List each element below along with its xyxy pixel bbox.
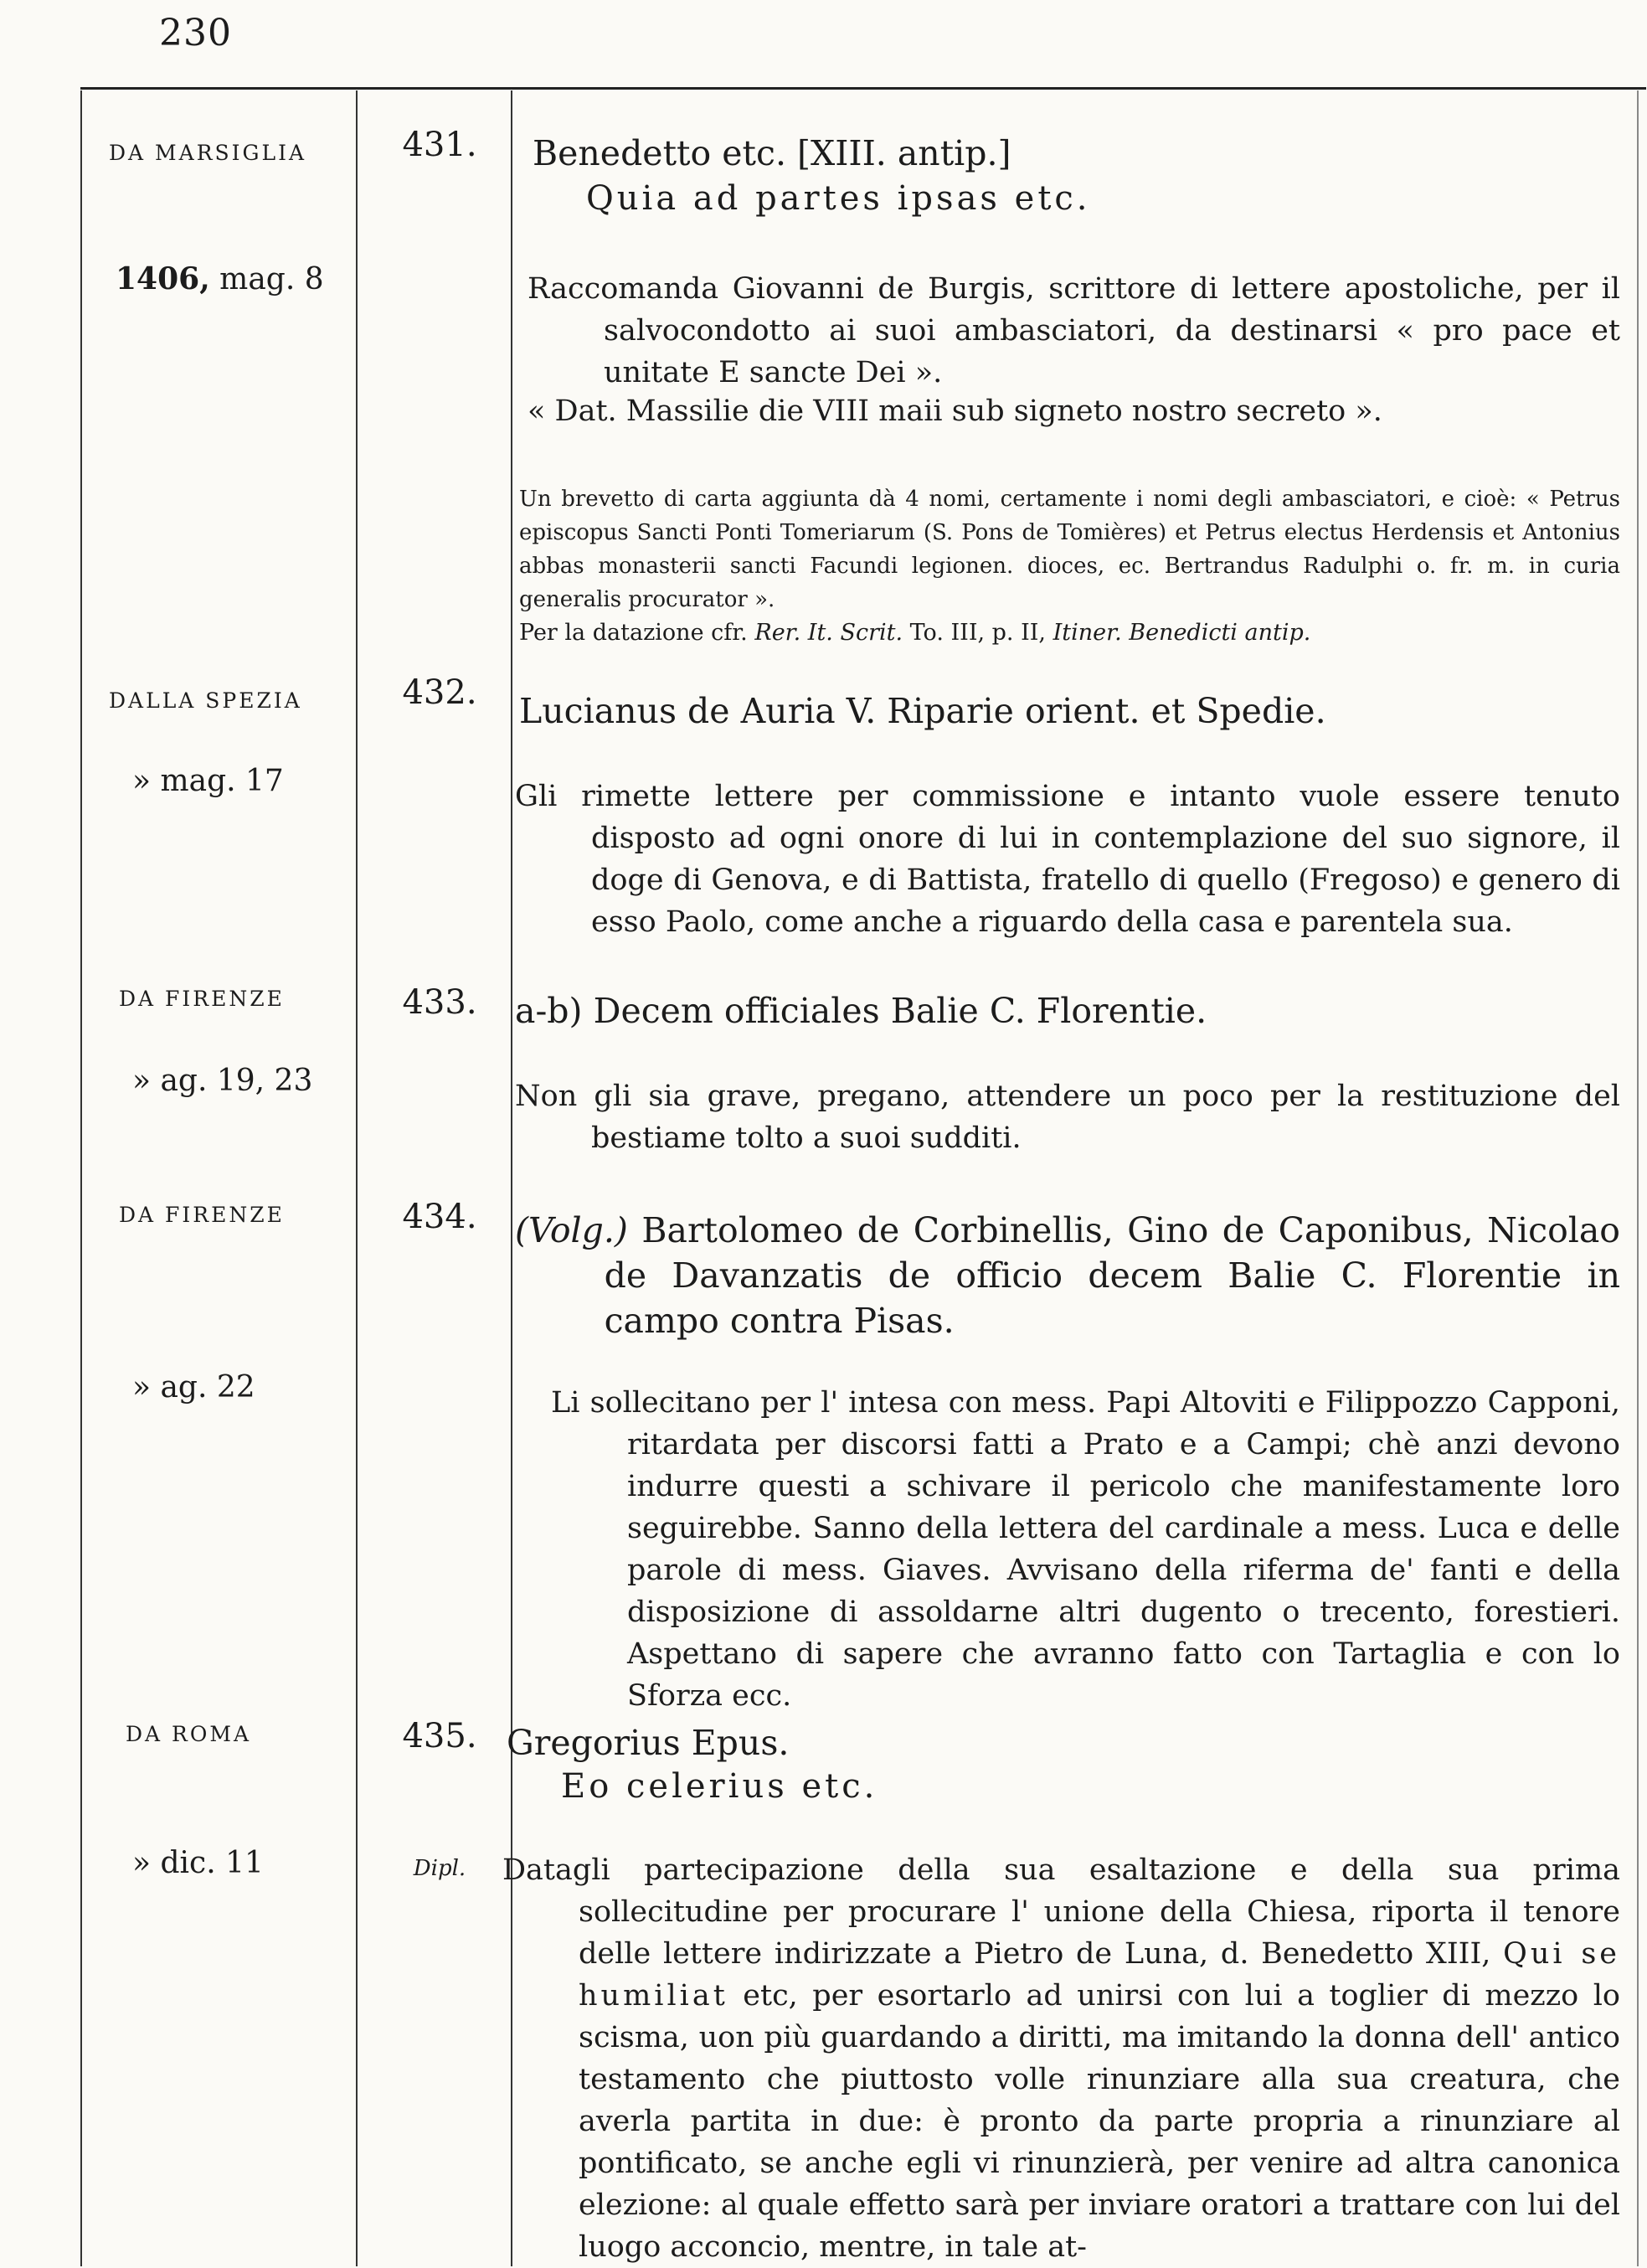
citation-pre: Per la datazione cfr.	[519, 620, 755, 646]
column-rule-left	[80, 90, 82, 2266]
entry-431-day: mag. 8	[209, 262, 324, 296]
entry-431-incipit: Quia ad partes ipsas etc.	[586, 179, 1091, 218]
entry-431-place: DA MARSIGLIA	[109, 141, 307, 165]
entry-433-place: DA FIRENZE	[119, 987, 285, 1011]
entry-435-body-pre: Datagli partecipazione della sua esaltazione e della sua prima sollecitudine per procurare l' unione della Chiesa, riporta il tenore delle lettere indirizzate a Pietro de Luna, d. Benedetto XIII,	[502, 1853, 1620, 1971]
entry-431-heading: Benedetto etc. [XIII. antip.]	[533, 133, 1011, 173]
entry-433-body: Non gli sia grave, pregano, attendere un poco per la restituzione del bestiame tolto a suoi sudditi.	[515, 1080, 1620, 1155]
entry-432-date: » mag. 17	[132, 764, 284, 798]
page-edge	[1637, 90, 1639, 2266]
entry-431-year: 1406,	[116, 261, 210, 296]
entry-433-number: 433.	[402, 983, 477, 1022]
entry-435-heading: Gregorius Epus.	[507, 1723, 790, 1763]
entry-434-place: DA FIRENZE	[119, 1203, 285, 1227]
top-rule	[80, 87, 1646, 90]
entry-431-date	[116, 261, 350, 296]
entry-435-dipl: Dipl.	[413, 1856, 466, 1881]
entry-434-heading	[515, 1208, 1620, 1343]
entry-435-date: » dic. 11	[132, 1846, 264, 1880]
citation-work-1: Rer. It. Scrit.	[754, 620, 903, 646]
entry-434-heading-text: Bartolomeo de Corbinellis, Gino de Caponibus, Nicolao de Davanzatis de officio decem Balie C. Florentie in campo contra Pisas.	[604, 1210, 1620, 1341]
entry-435-number: 435.	[402, 1717, 477, 1755]
entry-435-body-post: etc, per esortarlo ad unirsi con lui a toglier di mezzo lo scisma, uon più guardando a diritti, ma imitando la donna dell' antico testamento che piuttosto volle rinunziare alla sua creatura, che averla partita in due: è pronto da parte propria a rinunziare al pontificato, se anche egli vi rinunzierà, per venire ad altra canonica elezione: al quale effetto sarà per inviare oratori a trattare con lui del luogo acconcio, mentre, in tale at-	[579, 1979, 1620, 2264]
entry-435-place: DA ROMA	[126, 1722, 252, 1746]
citation-mid: To. III, p. II,	[903, 620, 1053, 646]
entry-435-body-incipit: Qui se humiliat	[579, 1937, 1620, 2013]
entry-431-citation	[519, 616, 1620, 650]
column-rule-middle	[356, 90, 358, 2266]
entry-435-incipit: Eo celerius etc.	[561, 1767, 878, 1806]
entry-434-body: Li sollecitano per l' intesa con mess. Papi Altoviti e Filippozzo Capponi, ritardata per discorsi fatti a Prato e a Campi; chè anzi devono indurre questi a schivare il pericolo che manifestamente loro seguirebbe. Sanno della lettera del cardinale a mess. Luca e delle parole di mess. Giaves. Avvisano della riferma de' fanti e della disposizione di assoldarne altri dugento o trecento, forestieri. Aspettano di sapere che avranno fatto con Tartaglia e con lo Sforza ecc.	[551, 1386, 1620, 1713]
entry-431-number: 431.	[402, 126, 477, 164]
entry-434-date: » ag. 22	[132, 1370, 255, 1405]
page-number: 230	[159, 12, 232, 54]
entry-434-number: 434.	[402, 1198, 477, 1236]
citation-work-2: Itiner. Benedicti antip.	[1053, 620, 1311, 646]
entry-432-body: Gli rimette lettere per commissione e intanto vuole essere tenuto disposto ad ogni onore di lui in contemplazione del suo signore, il doge di Genova, e di Battista, fratello di quello (Fregoso) e genero di esso Paolo, come anche a riguardo della casa e parentela sua.	[515, 780, 1620, 939]
entry-435-body	[502, 1849, 1620, 2268]
entry-434-volg: (Volg.)	[515, 1210, 628, 1250]
entry-431-body: Raccomanda Giovanni de Burgis, scrittore di lettere apostoliche, per il salvocondotto ai suoi ambasciatori, da destinarsi « pro pace et unitate E sancte Dei ».	[528, 272, 1620, 389]
entry-433-heading: a-b) Decem officiales Balie C. Florentie.	[515, 991, 1207, 1031]
entry-433-date: » ag. 19, 23	[132, 1064, 313, 1098]
entry-432-place: DALLA SPEZIA	[109, 688, 302, 713]
entry-431-dat: « Dat. Massilie die VIII maii sub signeto nostro secreto ».	[528, 394, 1382, 428]
entry-431-note: Un brevetto di carta aggiunta dà 4 nomi, certamente i nomi degli ambasciatori, e cioè: « Petrus episcopus Sancti Ponti Tomeriarum (S. Pons de Tomières) et Petrus electus Herdensis et Antonius abbas monasterii sancti Facundi legionen. dioces, ec. Bertrandus Radulphi o. fr. m. in curia generalis procurator ».	[519, 487, 1620, 612]
entry-432-number: 432.	[402, 673, 477, 712]
entry-432-heading: Lucianus de Auria V. Riparie orient. et Spedie.	[519, 691, 1326, 731]
